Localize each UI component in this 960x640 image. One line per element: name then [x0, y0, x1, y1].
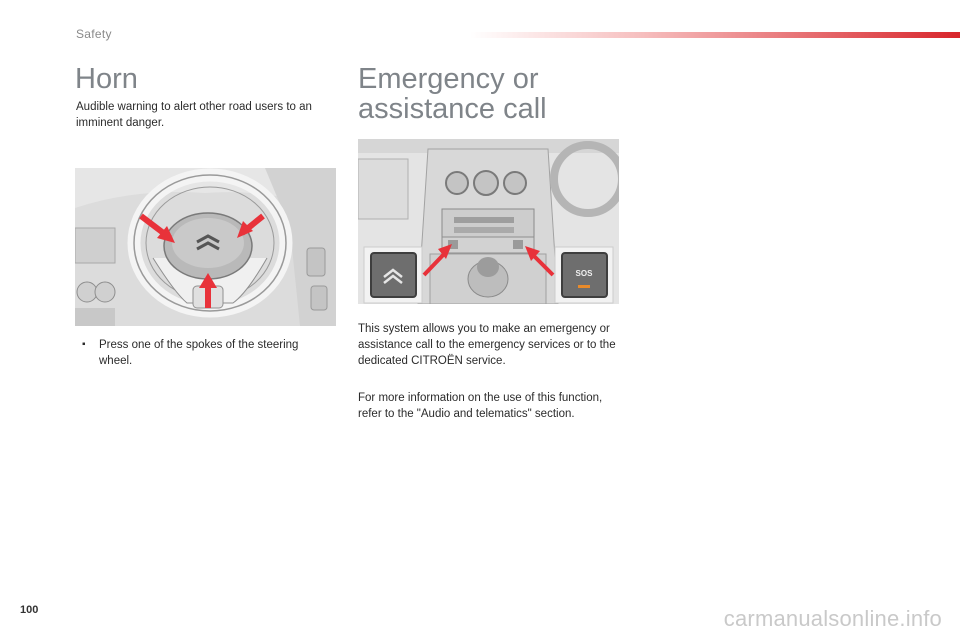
horn-description: Audible warning to alert other road users to an imminent danger.	[76, 101, 312, 129]
horn-title: Horn	[75, 63, 138, 95]
ecall-title: Emergency or assistance call	[358, 63, 547, 125]
ecall-paragraph-2: For more information on the use of this function, refer to the "Audio and telematics" section.	[358, 392, 603, 420]
steering-wheel-illustration	[75, 168, 336, 326]
sos-button-label: SOS	[575, 269, 593, 278]
page-number: 100	[20, 604, 39, 616]
step-bullet-icon: ▪	[82, 339, 86, 350]
steering-wheel-drawing	[75, 168, 336, 326]
console-drawing	[358, 139, 619, 304]
section-label: Safety	[76, 27, 112, 41]
ecall-paragraph-1: This system allows you to make an emergency or assistance call to the emergency services or to the dedicated CITROËN service.	[358, 323, 616, 367]
header-accent-bar	[470, 32, 960, 38]
watermark: carmanualsonline.info	[723, 606, 942, 631]
horn-step-text: Press one of the spokes of the steering wheel.	[99, 339, 299, 367]
horn-step	[82, 337, 332, 369]
dashboard-console-illustration	[358, 139, 619, 304]
